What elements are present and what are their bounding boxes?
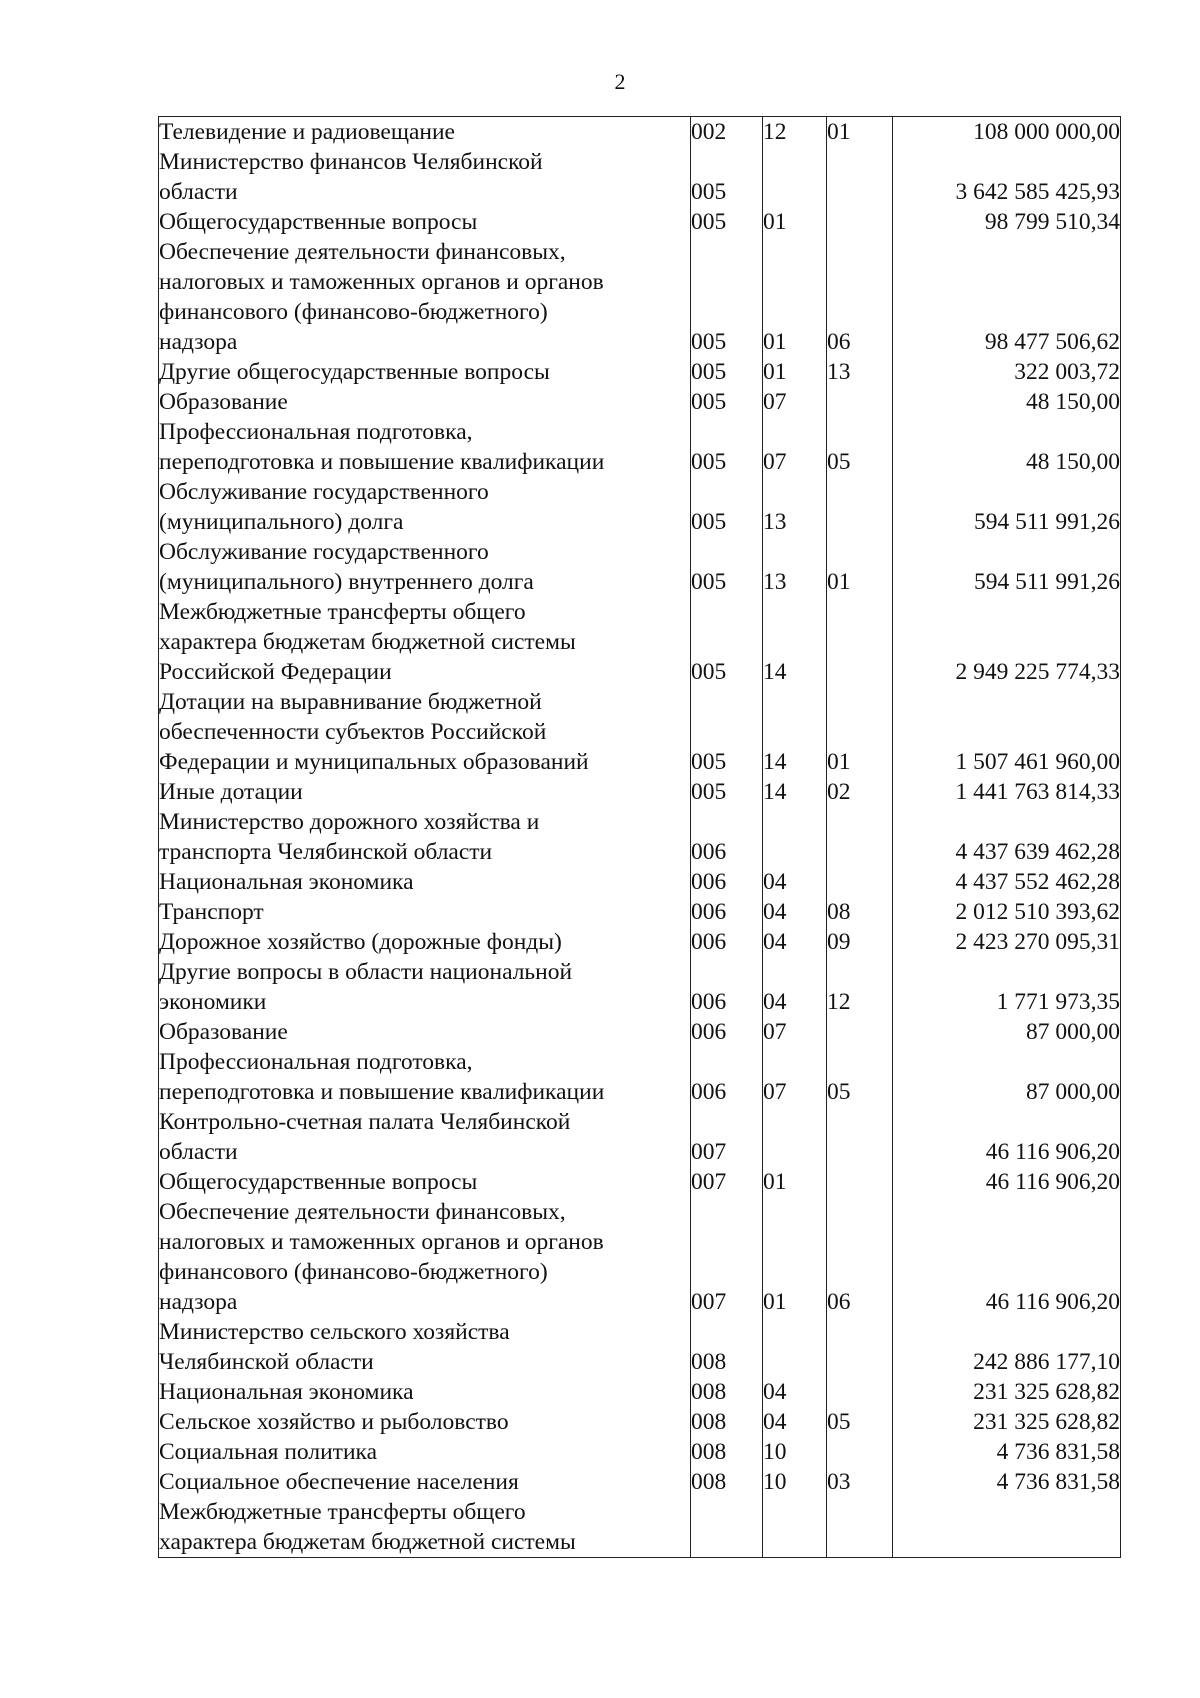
row-rz: 04 [763, 1377, 827, 1407]
row-name-line: обеспеченности субъектов Российской [159, 719, 547, 745]
table-row [159, 1197, 1121, 1317]
row-name-line: Социальная политика [159, 1439, 378, 1465]
table-row [159, 807, 1121, 867]
row-name-line: Профессиональная подготовка, [159, 1049, 473, 1075]
row-name-line: Федерации и муниципальных образований [159, 749, 589, 775]
row-amount: 98 477 506,62 [893, 237, 1121, 357]
row-pr [827, 1377, 893, 1407]
row-name [159, 387, 691, 417]
row-rz [763, 1317, 827, 1377]
row-gr: 006 [691, 807, 763, 867]
row-amount: 87 000,00 [893, 1017, 1121, 1047]
row-name [159, 117, 691, 148]
row-amount: 4 437 639 462,28 [893, 807, 1121, 867]
row-name-line: экономики [159, 989, 267, 1015]
table-row [159, 687, 1121, 777]
row-rz: 07 [763, 1017, 827, 1047]
row-name [159, 1017, 691, 1047]
table-row [159, 1497, 1121, 1558]
row-pr: 06 [827, 1197, 893, 1317]
row-rz: 14 [763, 777, 827, 807]
row-name-line: Обслуживание государственного [159, 479, 489, 505]
row-gr: 006 [691, 957, 763, 1017]
table-row [159, 237, 1121, 357]
row-name-line: (муниципального) долга [159, 509, 404, 535]
row-name-line: Межбюджетные трансферты общего [159, 599, 526, 625]
row-name-line: области [159, 179, 238, 205]
row-name-line: финансового (финансово-бюджетного) [159, 299, 548, 325]
row-gr: 008 [691, 1467, 763, 1497]
row-rz: 10 [763, 1467, 827, 1497]
row-name [159, 1467, 691, 1497]
table-row [159, 957, 1121, 1017]
row-name [159, 867, 691, 897]
row-pr [827, 477, 893, 537]
row-amount: 2 423 270 095,31 [893, 927, 1121, 957]
row-rz [763, 807, 827, 867]
row-pr [827, 597, 893, 687]
row-name [159, 1197, 691, 1317]
row-gr: 005 [691, 537, 763, 597]
row-amount: 2 949 225 774,33 [893, 597, 1121, 687]
row-name-line: характера бюджетам бюджетной системы [159, 629, 576, 655]
row-rz: 01 [763, 357, 827, 387]
row-pr [827, 1317, 893, 1377]
row-name-line: Дорожное хозяйство (дорожные фонды) [159, 929, 562, 955]
row-gr: 005 [691, 237, 763, 357]
row-rz: 07 [763, 1047, 827, 1107]
row-name-line: Российской Федерации [159, 659, 392, 685]
row-pr: 13 [827, 357, 893, 387]
table-row [159, 1377, 1121, 1407]
row-gr: 002 [691, 117, 763, 148]
budget-table-body [159, 117, 1121, 1558]
row-pr: 02 [827, 777, 893, 807]
row-name [159, 357, 691, 387]
row-rz: 12 [763, 117, 827, 148]
row-gr: 008 [691, 1377, 763, 1407]
row-pr [827, 807, 893, 867]
row-gr: 007 [691, 1107, 763, 1167]
row-name-line: характера бюджетам бюджетной системы [159, 1529, 576, 1555]
table-row [159, 1437, 1121, 1467]
row-rz: 01 [763, 237, 827, 357]
row-rz: 13 [763, 477, 827, 537]
row-rz: 01 [763, 207, 827, 237]
row-pr [827, 1497, 893, 1558]
row-amount: 46 116 906,20 [893, 1167, 1121, 1197]
row-pr [827, 1437, 893, 1467]
page-number: 2 [614, 69, 626, 94]
table-row [159, 117, 1121, 148]
row-gr: 005 [691, 147, 763, 207]
table-row [159, 537, 1121, 597]
row-pr: 03 [827, 1467, 893, 1497]
row-name [159, 777, 691, 807]
row-name-line: Общегосударственные вопросы [159, 209, 478, 235]
row-pr: 05 [827, 1047, 893, 1107]
row-pr: 05 [827, 417, 893, 477]
row-name-line: финансового (финансово-бюджетного) [159, 1259, 548, 1285]
row-name [159, 1437, 691, 1467]
table-row [159, 867, 1121, 897]
row-amount: 231 325 628,82 [893, 1407, 1121, 1437]
row-pr: 09 [827, 927, 893, 957]
row-rz: 07 [763, 387, 827, 417]
table-row [159, 207, 1121, 237]
row-name [159, 147, 691, 207]
row-rz: 01 [763, 1197, 827, 1317]
row-name-line: Министерство сельского хозяйства [159, 1319, 510, 1345]
table-row [159, 417, 1121, 477]
row-name-line: Министерство дорожного хозяйства и [159, 809, 540, 835]
row-amount: 594 511 991,26 [893, 537, 1121, 597]
row-name-line: Обеспечение деятельности финансовых, [159, 239, 566, 265]
row-name-line: налоговых и таможенных органов и органов [159, 269, 604, 295]
row-gr: 008 [691, 1407, 763, 1437]
row-amount: 46 116 906,20 [893, 1107, 1121, 1167]
row-name-line: Образование [159, 1019, 288, 1045]
row-name [159, 1407, 691, 1437]
row-gr: 005 [691, 387, 763, 417]
row-gr: 006 [691, 927, 763, 957]
row-name-line: Национальная экономика [159, 869, 414, 895]
row-name-line: Обеспечение деятельности финансовых, [159, 1199, 566, 1225]
row-rz [763, 1107, 827, 1167]
table-row [159, 897, 1121, 927]
row-gr: 005 [691, 597, 763, 687]
row-name [159, 237, 691, 357]
row-gr: 006 [691, 897, 763, 927]
row-name-line: Челябинской области [159, 1349, 374, 1375]
row-name-line: Транспорт [159, 899, 264, 925]
row-amount: 2 012 510 393,62 [893, 897, 1121, 927]
row-name [159, 1047, 691, 1107]
row-rz: 13 [763, 537, 827, 597]
row-amount: 46 116 906,20 [893, 1197, 1121, 1317]
row-gr: 005 [691, 417, 763, 477]
table-row [159, 1017, 1121, 1047]
row-name [159, 1167, 691, 1197]
row-name-line: Обслуживание государственного [159, 539, 489, 565]
row-name [159, 597, 691, 687]
row-amount: 242 886 177,10 [893, 1317, 1121, 1377]
row-rz: 14 [763, 597, 827, 687]
row-pr [827, 207, 893, 237]
row-pr: 08 [827, 897, 893, 927]
row-name [159, 807, 691, 867]
row-gr [691, 1497, 763, 1558]
table-row [159, 1467, 1121, 1497]
row-amount: 4 437 552 462,28 [893, 867, 1121, 897]
row-name [159, 537, 691, 597]
row-name [159, 1317, 691, 1377]
row-name [159, 957, 691, 1017]
table-row [159, 1107, 1121, 1167]
row-name [159, 1107, 691, 1167]
row-rz: 04 [763, 1407, 827, 1437]
row-amount: 48 150,00 [893, 417, 1121, 477]
row-amount: 4 736 831,58 [893, 1467, 1121, 1497]
row-rz: 04 [763, 957, 827, 1017]
row-rz [763, 1497, 827, 1558]
budget-table [158, 116, 1121, 1558]
row-rz: 04 [763, 897, 827, 927]
table-row [159, 357, 1121, 387]
row-pr: 01 [827, 537, 893, 597]
row-gr: 005 [691, 777, 763, 807]
row-gr: 005 [691, 207, 763, 237]
row-amount: 87 000,00 [893, 1047, 1121, 1107]
row-name [159, 1497, 691, 1558]
row-gr: 008 [691, 1437, 763, 1467]
row-name-line: Контрольно-счетная палата Челябинской [159, 1109, 571, 1135]
row-amount: 1 507 461 960,00 [893, 687, 1121, 777]
row-gr: 006 [691, 1017, 763, 1047]
row-name [159, 1377, 691, 1407]
row-name-line: области [159, 1139, 238, 1165]
row-name-line: переподготовка и повышение квалификации [159, 1079, 605, 1105]
row-amount: 48 150,00 [893, 387, 1121, 417]
row-name-line: Дотации на выравнивание бюджетной [159, 689, 542, 715]
row-name-line: Образование [159, 389, 288, 415]
row-name [159, 687, 691, 777]
table-row [159, 1407, 1121, 1437]
row-name [159, 927, 691, 957]
row-name-line: налоговых и таможенных органов и органов [159, 1229, 604, 1255]
row-rz: 04 [763, 927, 827, 957]
row-name-line: Министерство финансов Челябинской [159, 149, 543, 175]
table-row [159, 1317, 1121, 1377]
row-gr: 007 [691, 1167, 763, 1197]
row-name-line: Социальное обеспечение населения [159, 1469, 519, 1495]
row-amount: 1 441 763 814,33 [893, 777, 1121, 807]
row-gr: 005 [691, 477, 763, 537]
row-amount: 231 325 628,82 [893, 1377, 1121, 1407]
row-gr: 005 [691, 357, 763, 387]
row-name-line: Иные дотации [159, 779, 303, 805]
row-name-line: Профессиональная подготовка, [159, 419, 473, 445]
row-gr: 008 [691, 1317, 763, 1377]
table-row [159, 597, 1121, 687]
row-pr [827, 1167, 893, 1197]
table-row [159, 387, 1121, 417]
row-pr: 12 [827, 957, 893, 1017]
row-pr [827, 1107, 893, 1167]
row-amount: 108 000 000,00 [893, 117, 1121, 148]
row-pr [827, 867, 893, 897]
row-name-line: Национальная экономика [159, 1379, 414, 1405]
row-name-line: Другие общегосударственные вопросы [159, 359, 550, 385]
row-pr [827, 387, 893, 417]
row-pr [827, 147, 893, 207]
row-name [159, 897, 691, 927]
row-amount: 1 771 973,35 [893, 957, 1121, 1017]
table-row [159, 1047, 1121, 1107]
row-amount: 4 736 831,58 [893, 1437, 1121, 1467]
row-amount: 3 642 585 425,93 [893, 147, 1121, 207]
row-name-line: Другие вопросы в области национальной [159, 959, 573, 985]
row-amount: 322 003,72 [893, 357, 1121, 387]
row-amount: 594 511 991,26 [893, 477, 1121, 537]
row-rz: 07 [763, 417, 827, 477]
table-row [159, 477, 1121, 537]
row-pr: 05 [827, 1407, 893, 1437]
row-name-line: надзора [159, 329, 238, 355]
row-name-line: Сельское хозяйство и рыболовство [159, 1409, 509, 1435]
row-pr: 06 [827, 237, 893, 357]
row-rz: 04 [763, 867, 827, 897]
row-name-line: Межбюджетные трансферты общего [159, 1499, 526, 1525]
row-pr: 01 [827, 117, 893, 148]
table-row [159, 147, 1121, 207]
row-gr: 007 [691, 1197, 763, 1317]
row-gr: 006 [691, 1047, 763, 1107]
row-name [159, 477, 691, 537]
row-rz: 14 [763, 687, 827, 777]
table-row [159, 1167, 1121, 1197]
row-gr: 006 [691, 867, 763, 897]
row-name-line: (муниципального) внутреннего долга [159, 569, 534, 595]
row-name-line: надзора [159, 1289, 238, 1315]
row-rz: 01 [763, 1167, 827, 1197]
row-name [159, 417, 691, 477]
row-pr: 01 [827, 687, 893, 777]
row-rz [763, 147, 827, 207]
row-pr [827, 1017, 893, 1047]
row-name-line: Общегосударственные вопросы [159, 1169, 478, 1195]
row-name-line: переподготовка и повышение квалификации [159, 449, 605, 475]
row-amount: 98 799 510,34 [893, 207, 1121, 237]
row-name-line: Телевидение и радиовещание [159, 119, 455, 145]
row-amount [893, 1497, 1121, 1558]
table-row [159, 927, 1121, 957]
row-rz: 10 [763, 1437, 827, 1467]
row-name-line: транспорта Челябинской области [159, 839, 493, 865]
row-name [159, 207, 691, 237]
table-row [159, 777, 1121, 807]
row-gr: 005 [691, 687, 763, 777]
